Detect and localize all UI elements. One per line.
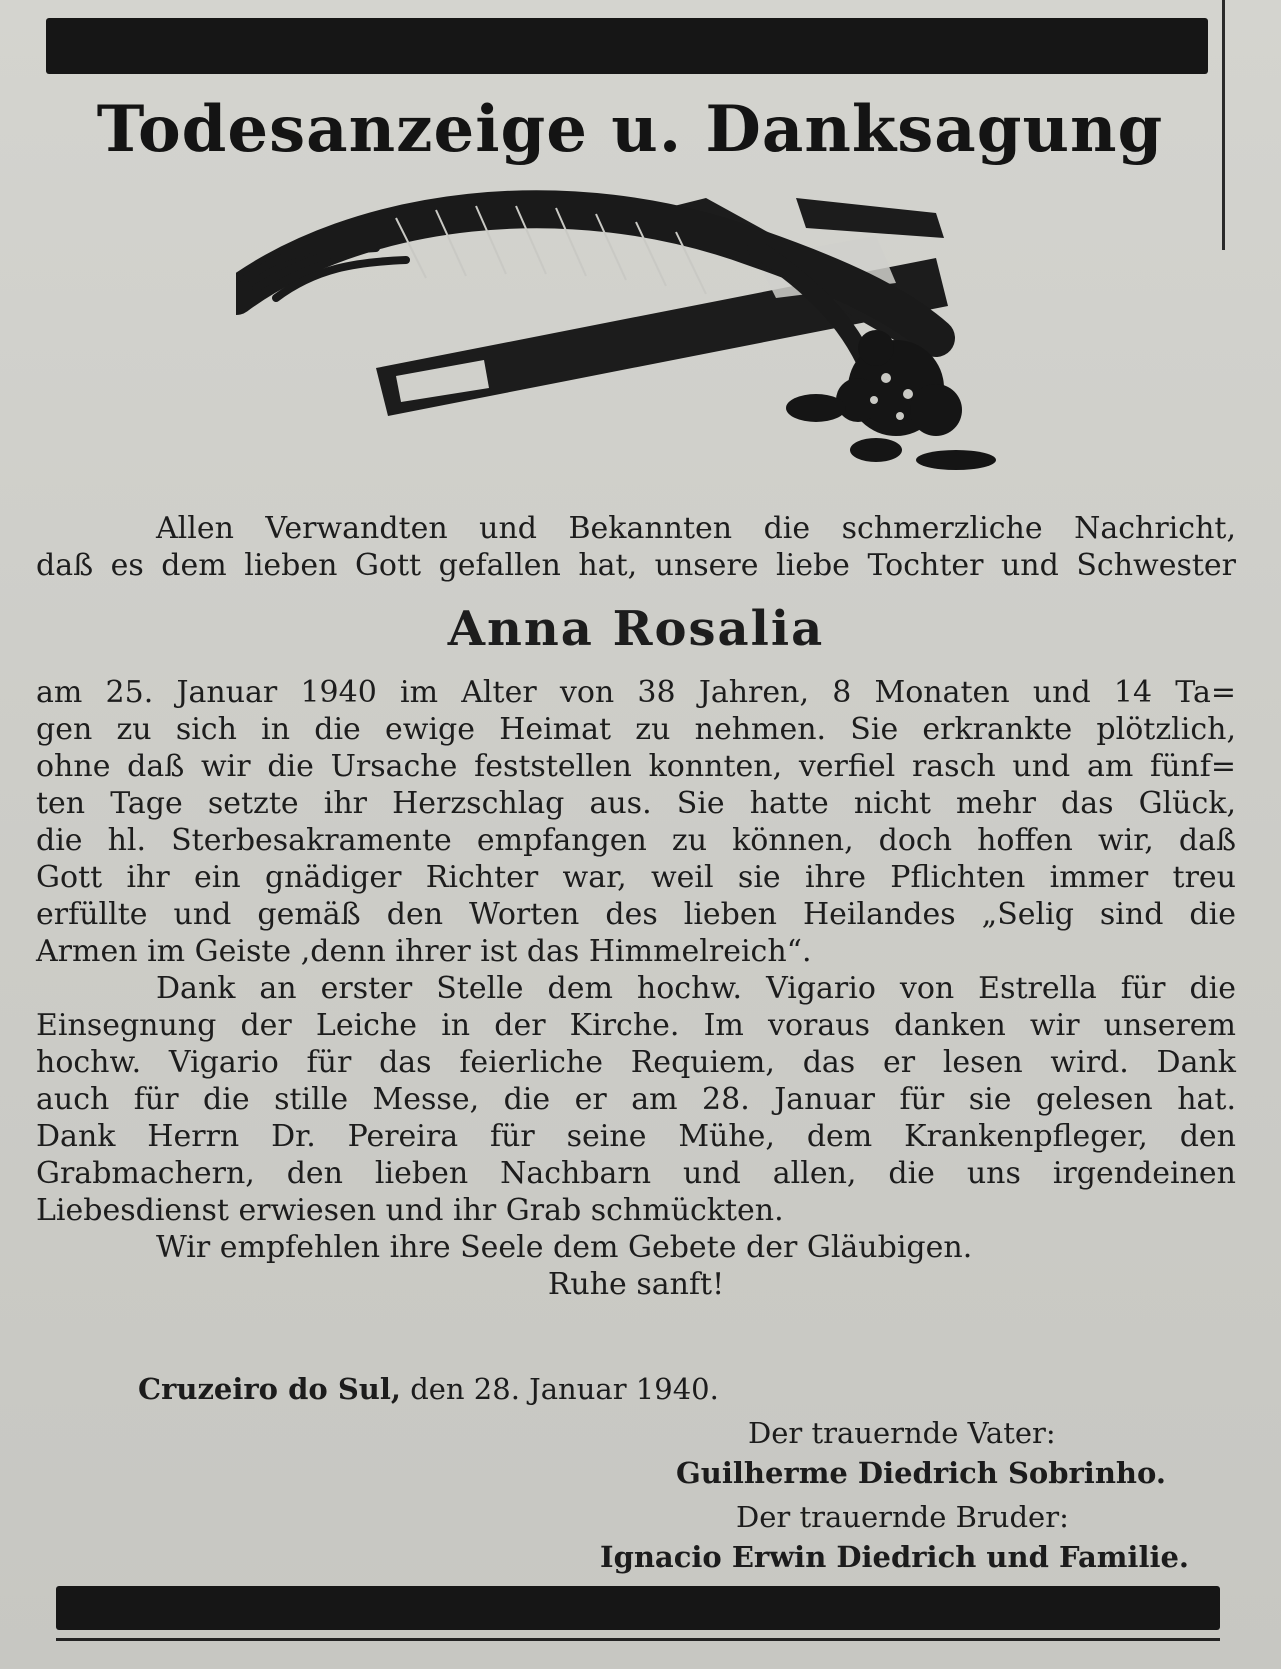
place-name: Cruzeiro do Sul, (138, 1372, 401, 1406)
intro-line: Allen Verwandten und Bekannten die schmerzliche Nachricht, (156, 511, 1236, 546)
body-line: Armen im Geiste ,denn ihrer ist das Himmelreich“. (36, 934, 812, 969)
thanks-line: Grabmachern, den lieben Nachbarn und allen, die uns irgendeinen (36, 1156, 1236, 1191)
thanks-line: Dank an erster Stelle dem hochw. Vigario von Estrella für die (156, 971, 1236, 1006)
bottom-black-bar (56, 1586, 1220, 1630)
body-line: am 25. Januar 1940 im Alter von 38 Jahren, 8 Monaten und 14 Ta= (36, 675, 1236, 710)
body-line: ten Tage setzte ihr Herzschlag aus. Sie hatte nicht mehr das Glück, (36, 786, 1236, 821)
recommendation-line: Wir empfehlen ihre Seele dem Gebete der Gläubigen. (156, 1230, 973, 1265)
column-rule (1222, 0, 1225, 250)
palm-branch-cross-flower-icon (236, 188, 1056, 518)
deceased-name: Anna Rosalia (447, 601, 825, 657)
brother-label: Der trauernde Bruder: (736, 1500, 1069, 1534)
thanks-line: hochw. Vigario für das feierliche Requiem, das er lesen wird. Dank (36, 1045, 1236, 1080)
thanks-line: Einsegnung der Leiche in der Kirche. Im voraus danken wir unserem (36, 1008, 1236, 1043)
body-line: ohne daß wir die Ursache feststellen konnten, verfiel rasch und am fünf= (36, 749, 1236, 784)
father-name: Guilherme Diedrich Sobrinho. (676, 1456, 1166, 1490)
body-line: die hl. Sterbesakramente empfangen zu können, doch hoffen wir, daß (36, 823, 1236, 858)
place-date (138, 1372, 719, 1406)
thanks-line: auch für die stille Messe, die er am 28. Januar für sie gelesen hat. (36, 1082, 1236, 1117)
notice-title: Todesanzeige u. Danksagung (96, 92, 1164, 167)
body-line: erfüllte und gemäß den Worten des lieben Heilandes „Selig sind die (36, 897, 1236, 932)
notice-body (36, 510, 1236, 1303)
body-line: gen zu sich in die ewige Heimat zu nehmen. Sie erkrankte plötzlich, (36, 712, 1236, 747)
brother-name: Ignacio Erwin Diedrich und Familie. (600, 1540, 1190, 1574)
body-line: Gott ihr ein gnädiger Richter war, weil sie ihre Pflichten immer treu (36, 860, 1236, 895)
thanks-line: Liebesdienst erwiesen und ihr Grab schmückten. (36, 1193, 784, 1228)
top-black-bar (46, 18, 1208, 74)
notice-date: den 28. Januar 1940. (410, 1372, 719, 1406)
intro-line: daß es dem lieben Gott gefallen hat, unsere liebe Tochter und Schwester (36, 548, 1236, 583)
bottom-rule (56, 1638, 1220, 1641)
rest-line: Ruhe sanft! (547, 1267, 725, 1302)
thanks-line: Dank Herrn Dr. Pereira für seine Mühe, dem Krankenpfleger, den (36, 1119, 1236, 1154)
father-label: Der trauernde Vater: (748, 1416, 1056, 1450)
